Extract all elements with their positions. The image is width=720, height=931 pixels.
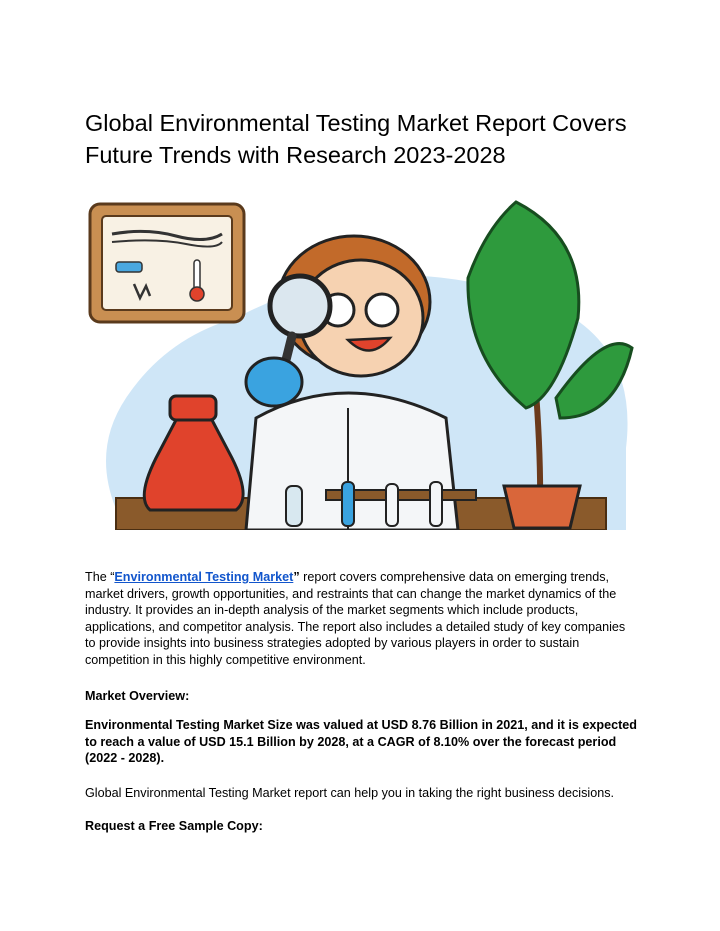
intro-text: report covers comprehensive data on emerging trends, market drivers, growth opportunities, and restraints that can change the market dynamics of the industry. It provides an in-depth analysis of the market segments which include products, applications, and competitor analysis. The report also includes a detailed study of key companies to provide insights into business strategies adopted by various players in order to sustain competition in this highly competitive environment.	[85, 570, 626, 667]
market-overview-heading: Market Overview:	[85, 689, 190, 703]
scientist-illustration	[86, 198, 638, 530]
environmental-testing-market-link[interactable]: Environmental Testing Market	[114, 570, 294, 584]
request-sample-heading: Request a Free Sample Copy:	[85, 819, 263, 833]
intro-paragraph	[85, 569, 637, 669]
left-glove	[246, 358, 302, 406]
help-paragraph: Global Environmental Testing Market report can help you in taking the right business decisions.	[85, 786, 614, 800]
market-size-statement: Environmental Testing Market Size was valued at USD 8.76 Billion in 2021, and it is expected to reach a value of USD 15.1 Billion by 2028, at a CAGR of 8.10% over the forecast period (2022 - 2028).	[85, 718, 637, 766]
wall-chart-board	[90, 204, 244, 322]
open-quote: The “	[85, 570, 115, 584]
page-title: Global Environmental Testing Market Report Covers Future Trends with Research 2023-2028	[85, 110, 627, 168]
close-quote: ”	[293, 570, 300, 584]
